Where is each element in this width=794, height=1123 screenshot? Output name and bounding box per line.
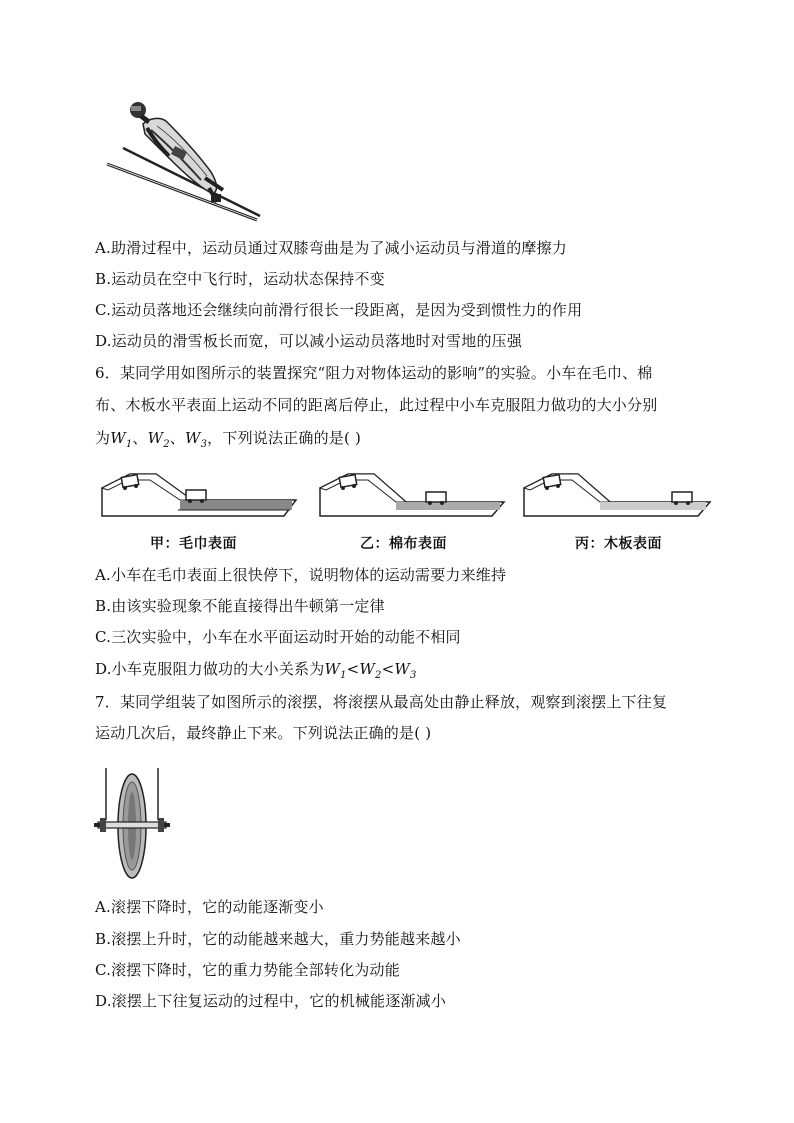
q6-symbol-w2: $W_2$ — [147, 429, 170, 450]
ski-jumper-figure — [105, 98, 265, 228]
q7-option-a: A.滚摆下降时，它的动能逐渐变小 — [95, 898, 324, 916]
q5-option-a: A.助滑过程中，运动员通过双膝弯曲是为了减小运动员与滑道的摩擦力 — [95, 239, 568, 257]
ramp-towel-figure — [100, 466, 300, 526]
q5-option-d: D.运动员的滑雪板长而宽，可以减小运动员落地时对雪地的压强 — [95, 332, 523, 350]
q6-option-a: A.小车在毛巾表面上很快停下，说明物体的运动需要力来维持 — [95, 566, 507, 584]
q7-stem-line-2: 运动几次后，最终静止下来。下列说法正确的是( ) — [95, 724, 432, 742]
q6-stem-line-1: 6．某同学用如图所示的装置探究“阻力对物体运动的影响”的实验。小车在毛巾、棉 — [95, 364, 653, 382]
ramp-cotton-figure — [318, 466, 508, 526]
q6-option-b: B.由该实验现象不能直接得出牛顿第一定律 — [95, 597, 385, 615]
q6-symbol-w1: $W_1$ — [110, 429, 133, 450]
q6-stem-suffix: ，下列说法正确的是( ) — [207, 429, 362, 447]
q6-option-d-text: D.小车克服阻力做功的大小关系为 — [95, 660, 325, 678]
q6-option-c: C.三次实验中，小车在水平面运动时开始的动能不相同 — [95, 628, 461, 646]
q6-option-d — [95, 659, 417, 686]
q6-stem-line-2: 布、木板水平表面上运动不同的距离后停止，此过程中小车克服阻力做功的大小分别 — [95, 396, 658, 414]
q6-stem-prefix: 为 — [95, 429, 111, 447]
caption-towel: 甲：毛巾表面 — [150, 536, 237, 552]
q7-option-d: D.滚摆上下往复运动的过程中，它的机械能逐渐减小 — [95, 992, 447, 1010]
q6-symbol-w3: $W_3$ — [184, 429, 208, 450]
q7-option-b: B.滚摆上升时，它的动能越来越大，重力势能越来越小 — [95, 930, 461, 948]
maxwell-wheel-figure — [92, 766, 172, 884]
caption-wood: 丙：木板表面 — [575, 536, 662, 552]
q6-option-d-relation: $W_1<W_2<W_3$ — [324, 660, 417, 681]
q7-option-c: C.滚摆下降时，它的重力势能全部转化为动能 — [95, 961, 400, 979]
q5-option-b: B.运动员在空中飞行时，运动状态保持不变 — [95, 270, 385, 288]
ramp-wood-figure — [522, 466, 714, 526]
q7-stem-line-1: 7．某同学组装了如图所示的滚摆，将滚摆从最高处由静止释放，观察到滚摆上下往复 — [95, 693, 668, 711]
caption-cotton: 乙：棉布表面 — [360, 536, 447, 552]
q5-option-c: C.运动员落地还会继续向前滑行很长一段距离，是因为受到惯性力的作用 — [95, 301, 583, 319]
q6-stem-line-3: 为$W_1$、$W_2$、$W_3$，下列说法正确的是( ) — [95, 429, 362, 450]
